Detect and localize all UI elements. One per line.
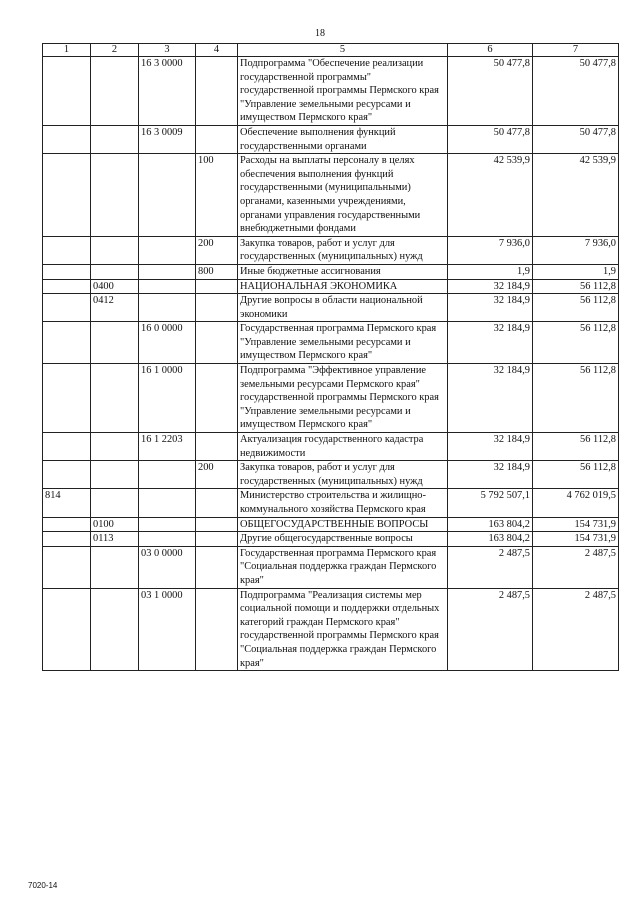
name-cell: Подпрограмма "Эффективное управление земельными ресурсами Пермского края" государственной программы Пермского края "Управление земельными ресурсами и имуществом Пермского края": [238, 364, 448, 433]
amount-col7-cell: 4 762 019,5: [533, 489, 619, 517]
section-code-cell: 0412: [91, 294, 139, 322]
target-article-cell: [139, 264, 196, 279]
amount-col7-cell: 56 112,8: [533, 322, 619, 364]
table-row: [43, 364, 619, 433]
section-code-cell: [91, 236, 139, 264]
expense-type-cell: [196, 294, 238, 322]
target-article-cell: 16 1 2203: [139, 433, 196, 461]
amount-col7-cell: 56 112,8: [533, 364, 619, 433]
amount-col6-cell: 32 184,9: [448, 279, 533, 294]
column-header: 3: [139, 44, 196, 57]
section-code-cell: [91, 264, 139, 279]
amount-col7-cell: 56 112,8: [533, 279, 619, 294]
column-header: 7: [533, 44, 619, 57]
amount-col6-cell: 50 477,8: [448, 57, 533, 126]
target-article-cell: 03 1 0000: [139, 588, 196, 671]
expense-type-cell: 200: [196, 461, 238, 489]
table-row: [43, 279, 619, 294]
ministry-code-cell: 814: [43, 489, 91, 517]
amount-col7-cell: 2 487,5: [533, 546, 619, 588]
name-cell: Подпрограмма "Обеспечение реализации государственной программы" государственной программы Пермского края "Управление земельными ресурсами и имуществом Пермского края": [238, 57, 448, 126]
target-article-cell: [139, 517, 196, 532]
table-row: [43, 461, 619, 489]
amount-col6-cell: 32 184,9: [448, 461, 533, 489]
expense-type-cell: [196, 546, 238, 588]
section-code-cell: [91, 588, 139, 671]
target-article-cell: 16 3 0000: [139, 57, 196, 126]
table-row: [43, 264, 619, 279]
amount-col7-cell: 50 477,8: [533, 57, 619, 126]
amount-col7-cell: 2 487,5: [533, 588, 619, 671]
section-code-cell: [91, 154, 139, 237]
amount-col7-cell: 7 936,0: [533, 236, 619, 264]
amount-col6-cell: 32 184,9: [448, 364, 533, 433]
column-header: 5: [238, 44, 448, 57]
target-article-cell: 16 3 0009: [139, 125, 196, 153]
ministry-code-cell: [43, 433, 91, 461]
expense-type-cell: [196, 588, 238, 671]
expense-type-cell: [196, 532, 238, 547]
amount-col6-cell: 7 936,0: [448, 236, 533, 264]
name-cell: Обеспечение выполнения функций государственными органами: [238, 125, 448, 153]
expense-type-cell: 800: [196, 264, 238, 279]
table-row: [43, 236, 619, 264]
expense-type-cell: [196, 489, 238, 517]
name-cell: Государственная программа Пермского края "Управление земельными ресурсами и имуществом Пермского края": [238, 322, 448, 364]
amount-col6-cell: 2 487,5: [448, 588, 533, 671]
name-cell: Другие вопросы в области национальной экономики: [238, 294, 448, 322]
table-row: [43, 322, 619, 364]
expense-type-cell: 200: [196, 236, 238, 264]
column-header: 2: [91, 44, 139, 57]
name-cell: Министерство строительства и жилищно-коммунального хозяйства Пермского края: [238, 489, 448, 517]
expense-type-cell: 100: [196, 154, 238, 237]
amount-col7-cell: 56 112,8: [533, 461, 619, 489]
section-code-cell: [91, 546, 139, 588]
table-row: [43, 532, 619, 547]
target-article-cell: 16 1 0000: [139, 364, 196, 433]
amount-col7-cell: 1,9: [533, 264, 619, 279]
name-cell: Актуализация государственного кадастра недвижимости: [238, 433, 448, 461]
ministry-code-cell: [43, 294, 91, 322]
expense-type-cell: [196, 279, 238, 294]
amount-col6-cell: 32 184,9: [448, 294, 533, 322]
ministry-code-cell: [43, 264, 91, 279]
section-code-cell: [91, 364, 139, 433]
table-row: [43, 433, 619, 461]
name-cell: Расходы на выплаты персоналу в целях обеспечения выполнения функций государственными (муниципальными) органами, казенными учреждениями, органами управления государственными внебюджетными фондами: [238, 154, 448, 237]
ministry-code-cell: [43, 125, 91, 153]
section-code-cell: [91, 125, 139, 153]
table-row: [43, 57, 619, 126]
table-row: [43, 294, 619, 322]
budget-table: [42, 43, 619, 671]
page-number: 18: [315, 28, 325, 39]
target-article-cell: [139, 236, 196, 264]
amount-col7-cell: 42 539,9: [533, 154, 619, 237]
target-article-cell: [139, 532, 196, 547]
amount-col6-cell: 5 792 507,1: [448, 489, 533, 517]
target-article-cell: 03 0 0000: [139, 546, 196, 588]
ministry-code-cell: [43, 57, 91, 126]
header-row: [43, 44, 619, 57]
name-cell: Иные бюджетные ассигнования: [238, 264, 448, 279]
column-header: 4: [196, 44, 238, 57]
section-code-cell: [91, 57, 139, 126]
table-row: [43, 489, 619, 517]
amount-col7-cell: 154 731,9: [533, 517, 619, 532]
expense-type-cell: [196, 125, 238, 153]
amount-col6-cell: 42 539,9: [448, 154, 533, 237]
name-cell: Закупка товаров, работ и услуг для государственных (муниципальных) нужд: [238, 236, 448, 264]
amount-col6-cell: 2 487,5: [448, 546, 533, 588]
target-article-cell: [139, 489, 196, 517]
table-body: [43, 57, 619, 671]
amount-col7-cell: 56 112,8: [533, 294, 619, 322]
footer-code: 7020-14: [28, 881, 58, 890]
ministry-code-cell: [43, 236, 91, 264]
ministry-code-cell: [43, 154, 91, 237]
ministry-code-cell: [43, 546, 91, 588]
amount-col7-cell: 50 477,8: [533, 125, 619, 153]
amount-col7-cell: 56 112,8: [533, 433, 619, 461]
ministry-code-cell: [43, 517, 91, 532]
target-article-cell: 16 0 0000: [139, 322, 196, 364]
name-cell: Подпрограмма "Реализация системы мер социальной помощи и поддержки отдельных категорий граждан Пермского края" государственной программы Пермского края "Социальная поддержка граждан Пермского края": [238, 588, 448, 671]
table-row: [43, 588, 619, 671]
target-article-cell: [139, 294, 196, 322]
amount-col6-cell: 1,9: [448, 264, 533, 279]
amount-col6-cell: 163 804,2: [448, 532, 533, 547]
section-code-cell: [91, 433, 139, 461]
amount-col7-cell: 154 731,9: [533, 532, 619, 547]
amount-col6-cell: 50 477,8: [448, 125, 533, 153]
name-cell: Другие общегосударственные вопросы: [238, 532, 448, 547]
target-article-cell: [139, 461, 196, 489]
expense-type-cell: [196, 517, 238, 532]
section-code-cell: [91, 489, 139, 517]
expense-type-cell: [196, 433, 238, 461]
section-code-cell: 0113: [91, 532, 139, 547]
column-header: 1: [43, 44, 91, 57]
ministry-code-cell: [43, 461, 91, 489]
table-row: [43, 154, 619, 237]
section-code-cell: 0400: [91, 279, 139, 294]
ministry-code-cell: [43, 588, 91, 671]
name-cell: Государственная программа Пермского края "Социальная поддержка граждан Пермского края": [238, 546, 448, 588]
expense-type-cell: [196, 322, 238, 364]
amount-col6-cell: 32 184,9: [448, 322, 533, 364]
column-header: 6: [448, 44, 533, 57]
section-code-cell: [91, 461, 139, 489]
name-cell: ОБЩЕГОСУДАРСТВЕННЫЕ ВОПРОСЫ: [238, 517, 448, 532]
amount-col6-cell: 32 184,9: [448, 433, 533, 461]
name-cell: Закупка товаров, работ и услуг для государственных (муниципальных) нужд: [238, 461, 448, 489]
expense-type-cell: [196, 57, 238, 126]
table-row: [43, 125, 619, 153]
ministry-code-cell: [43, 279, 91, 294]
table-row: [43, 546, 619, 588]
ministry-code-cell: [43, 322, 91, 364]
name-cell: НАЦИОНАЛЬНАЯ ЭКОНОМИКА: [238, 279, 448, 294]
section-code-cell: 0100: [91, 517, 139, 532]
target-article-cell: [139, 279, 196, 294]
expense-type-cell: [196, 364, 238, 433]
ministry-code-cell: [43, 364, 91, 433]
amount-col6-cell: 163 804,2: [448, 517, 533, 532]
section-code-cell: [91, 322, 139, 364]
target-article-cell: [139, 154, 196, 237]
table-row: [43, 517, 619, 532]
ministry-code-cell: [43, 532, 91, 547]
